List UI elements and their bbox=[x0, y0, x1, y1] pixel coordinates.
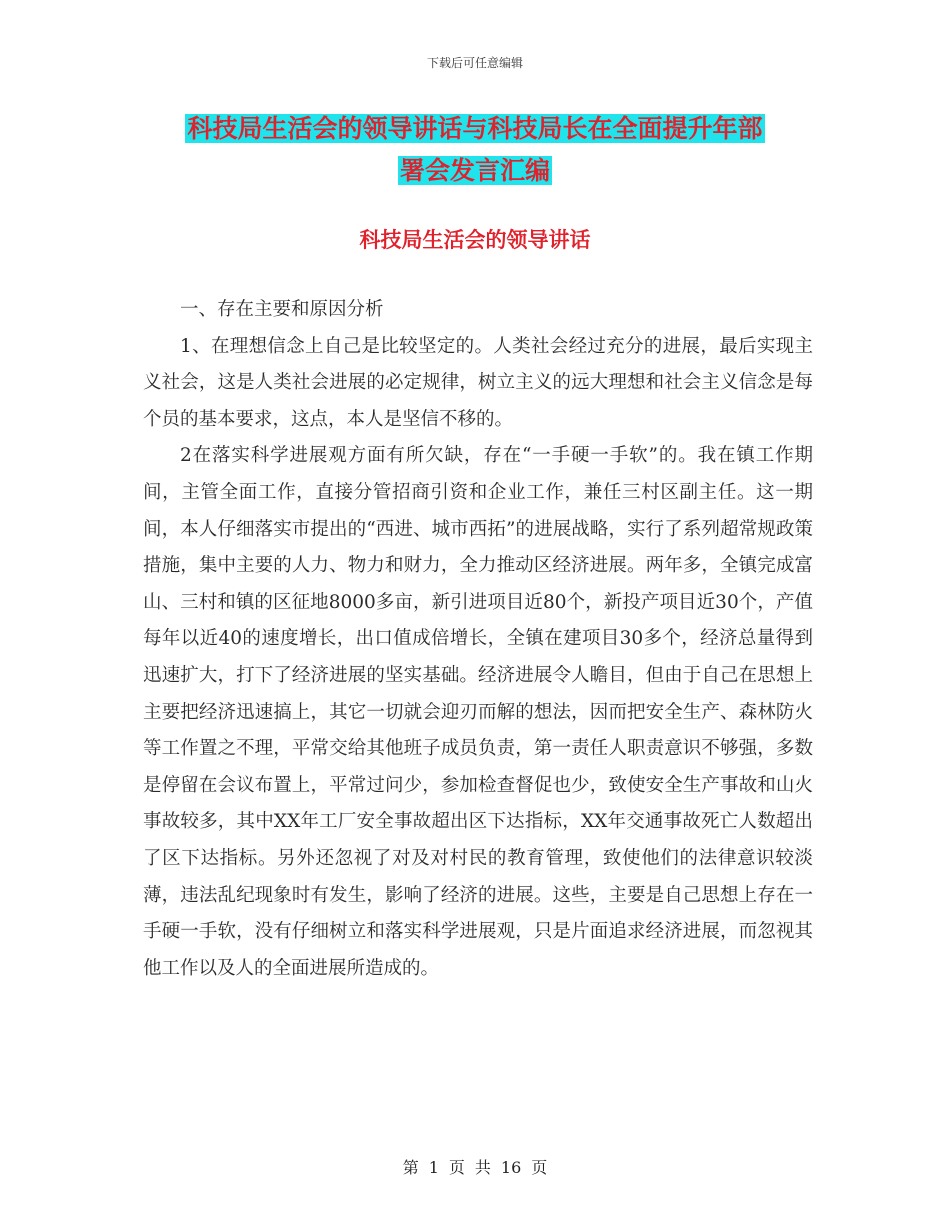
footer-label-ye-2: 页 bbox=[531, 1158, 548, 1177]
document-body bbox=[143, 292, 813, 987]
footer-label-total: 共 bbox=[474, 1158, 491, 1177]
document-title-line-2: 署会发言汇编 bbox=[399, 156, 550, 185]
section-title: 科技局生活会的领导讲话 bbox=[359, 228, 591, 252]
document-title bbox=[100, 108, 850, 192]
paragraph: 2在落实科学进展观方面有所欠缺，存在“一手硬一手软”的。我在镇工作期间，主管全面工作，直接分管招商引资和企业工作，兼任三村区副主任。这一期间，本人仔细落实市提出的“西进、城市西拓”的进展战略，实行了系列超常规政策措施，集中主要的人力、物力和财力，全力推动区经济进展。两年多，全镇完成富山、三村和镇的区征地8000多亩，新引进项目近80个，新投产项目近30个，产值每年以近40的速度增长，出口值成倍增长，全镇在建项目30多个，经济总量得到迅速扩大，打下了经济进展的坚实基础。经济进展令人瞻目，但由于自己在思想上主要把经济迅速搞上，其它一切就会迎刃而解的想法，因而把安全生产、森林防火等工作置之不理，平常交给其他班子成员负责，第一责任人职责意识不够强，多数是停留在会议布置上，平常过问少，参加检查督促也少，致使安全生产事故和山火事故较多，其中XX年工厂安全事故超出区下达指标，XX年交通事故死亡人数超出了区下达指标。另外还忽视了对及对村民的教育管理，致使他们的法律意识较淡薄，违法乱纪现象时有发生，影响了经济的进展。这些，主要是自己思想上存在一手硬一手软，没有仔细树立和落实科学进展观，只是片面追求经济进展，而忽视其他工作以及人的全面进展所造成的。 bbox=[143, 445, 813, 979]
page-header-note: 下载后可任意编辑 bbox=[426, 56, 523, 70]
footer-label-ye: 页 bbox=[448, 1158, 465, 1177]
footer-current-page: 1 bbox=[428, 1158, 439, 1177]
footer-total-pages: 16 bbox=[500, 1158, 522, 1177]
paragraph-heading: 一、存在主要和原因分析 bbox=[180, 299, 384, 320]
footer-label-page: 第 bbox=[402, 1158, 419, 1177]
page-footer bbox=[0, 1155, 950, 1178]
paragraph: 1、在理想信念上自己是比较坚定的。人类社会经过充分的进展，最后实现主义社会，这是人类社会进展的必定规律，树立主义的远大理想和社会主义信念是每个员的基本要求，这点，本人是坚信不移的。 bbox=[143, 335, 813, 430]
document-title-line-1: 科技局生活会的领导讲话与科技局长在全面提升年部 bbox=[187, 114, 763, 143]
